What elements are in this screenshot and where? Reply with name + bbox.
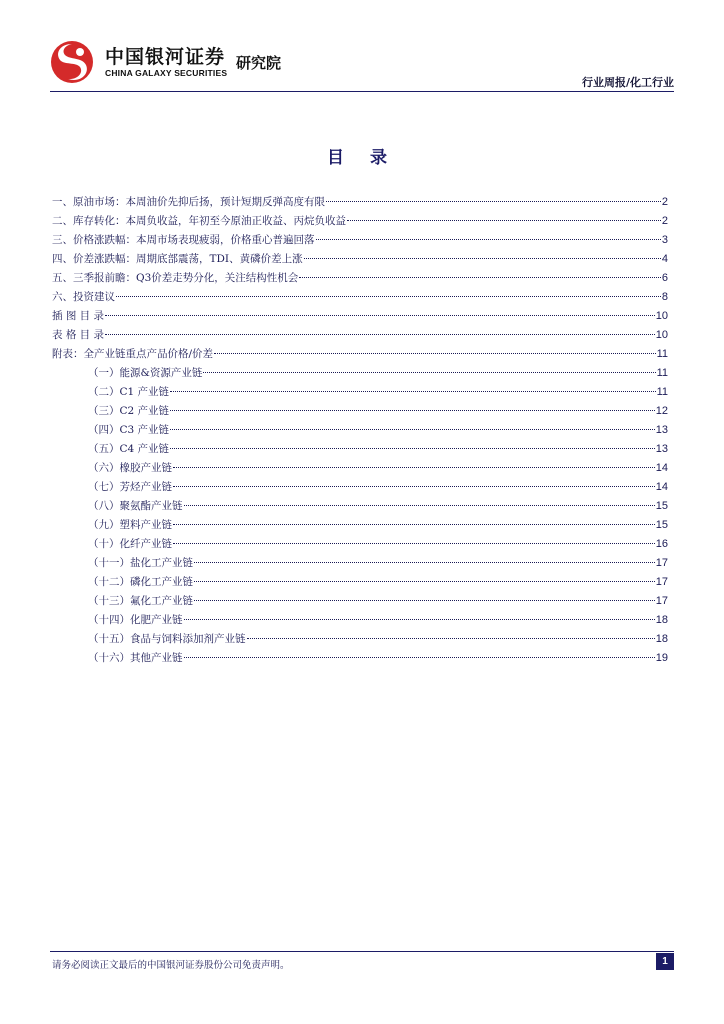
toc-leader-dots <box>173 543 655 544</box>
toc-entry-label: 四、价差涨跌幅：周期底部震荡，TDI、黄磷价差上涨 <box>52 253 303 265</box>
toc-entry-page: 13 <box>655 424 668 436</box>
toc-leader-dots <box>173 467 655 468</box>
institute-label: 研究院 <box>236 54 282 72</box>
toc-entry-label: （二）C1 产业链 <box>88 386 170 398</box>
toc-leader-dots <box>170 429 655 430</box>
table-of-contents <box>52 193 668 668</box>
toc-entry-label: 三、价格涨跌幅：本周市场表现疲弱，价格重心普遍回落 <box>52 234 315 246</box>
toc-entry[interactable] <box>52 611 668 630</box>
toc-entry-label: 附表：全产业链重点产品价格/价差 <box>52 348 214 360</box>
toc-leader-dots <box>116 296 661 297</box>
footer-disclaimer: 请务必阅读正文最后的中国银河证券股份公司免责声明。 <box>52 960 290 971</box>
toc-entry[interactable] <box>52 478 668 497</box>
toc-entry[interactable] <box>52 649 668 668</box>
toc-entry[interactable] <box>52 421 668 440</box>
toc-entry-label: （三）C2 产业链 <box>88 405 170 417</box>
toc-leader-dots <box>299 277 661 278</box>
toc-entry-page: 19 <box>655 652 668 664</box>
toc-leader-dots <box>184 619 655 620</box>
toc-entry-label: （十六）其他产业链 <box>88 652 183 664</box>
toc-entry-label: 一、原油市场：本周油价先抑后扬，预计短期反弹高度有限 <box>52 196 325 208</box>
toc-entry-label: （十）化纤产业链 <box>88 538 172 550</box>
toc-entry-label: （十三）氟化工产业链 <box>88 595 193 607</box>
logo-english-name: CHINA GALAXY SECURITIES <box>105 68 228 78</box>
toc-entry[interactable] <box>52 497 668 516</box>
toc-leader-dots <box>194 581 655 582</box>
toc-entry-page: 14 <box>655 462 668 474</box>
toc-leader-dots <box>326 201 661 202</box>
toc-entry[interactable] <box>52 459 668 478</box>
toc-leader-dots <box>105 334 655 335</box>
page-number: 1 <box>656 953 674 970</box>
toc-entry-page: 2 <box>661 196 668 208</box>
toc-entry-page: 10 <box>655 310 668 322</box>
toc-leader-dots <box>304 258 661 259</box>
toc-entry-label: （八）聚氨酯产业链 <box>88 500 183 512</box>
toc-entry-page: 10 <box>655 329 668 341</box>
toc-entry-page: 12 <box>655 405 668 417</box>
toc-entry-label: （十五）食品与饲料添加剂产业链 <box>88 633 246 645</box>
toc-entry[interactable] <box>52 516 668 535</box>
toc-entry[interactable] <box>52 630 668 649</box>
toc-entry-page: 8 <box>661 291 668 303</box>
toc-entry-label: （十四）化肥产业链 <box>88 614 183 626</box>
toc-entry-page: 13 <box>655 443 668 455</box>
toc-leader-dots <box>170 448 655 449</box>
toc-leader-dots <box>247 638 655 639</box>
toc-entry-page: 11 <box>656 367 668 379</box>
toc-entry-label: （五）C4 产业链 <box>88 443 170 455</box>
toc-leader-dots <box>173 486 655 487</box>
toc-entry[interactable] <box>52 193 668 212</box>
toc-entry-label: 六、投资建议 <box>52 291 115 303</box>
toc-entry-label: （四）C3 产业链 <box>88 424 170 436</box>
toc-entry[interactable] <box>52 573 668 592</box>
toc-leader-dots <box>105 315 655 316</box>
toc-entry[interactable] <box>52 402 668 421</box>
toc-entry-label: （六）橡胶产业链 <box>88 462 172 474</box>
toc-entry-label: （十二）磷化工产业链 <box>88 576 193 588</box>
toc-entry[interactable] <box>52 269 668 288</box>
report-category: 行业周报/化工行业 <box>581 76 674 89</box>
toc-entry-page: 14 <box>655 481 668 493</box>
toc-entry-label: （九）塑料产业链 <box>88 519 172 531</box>
company-logo <box>50 40 310 84</box>
toc-entry[interactable] <box>52 231 668 250</box>
toc-entry-label: （七）芳烃产业链 <box>88 481 172 493</box>
toc-title: 目 录 <box>327 148 397 168</box>
toc-entry[interactable] <box>52 345 668 364</box>
toc-entry[interactable] <box>52 288 668 307</box>
toc-entry[interactable] <box>52 250 668 269</box>
toc-entry-page: 18 <box>655 614 668 626</box>
toc-entry[interactable] <box>52 364 668 383</box>
toc-entry-page: 17 <box>655 576 668 588</box>
toc-entry[interactable] <box>52 535 668 554</box>
toc-entry-page: 11 <box>656 386 668 398</box>
logo-chinese-name: 中国银河证券 <box>105 46 226 68</box>
toc-leader-dots <box>194 600 655 601</box>
toc-entry-label: （一）能源&资源产业链 <box>88 367 203 379</box>
toc-entry[interactable] <box>52 592 668 611</box>
toc-entry-label: 五、三季报前瞻：Q3价差走势分化，关注结构性机会 <box>52 272 299 284</box>
toc-entry[interactable] <box>52 326 668 345</box>
toc-entry-page: 11 <box>656 348 668 360</box>
galaxy-logo-icon <box>50 40 94 84</box>
toc-entry-page: 15 <box>655 500 668 512</box>
toc-entry-label: 插 图 目 录 <box>52 310 105 322</box>
toc-entry-page: 18 <box>655 633 668 645</box>
toc-leader-dots <box>214 353 656 354</box>
toc-entry-page: 15 <box>655 519 668 531</box>
toc-entry-page: 6 <box>661 272 668 284</box>
toc-entry-label: （十一）盐化工产业链 <box>88 557 193 569</box>
toc-entry[interactable] <box>52 440 668 459</box>
toc-leader-dots <box>194 562 655 563</box>
toc-leader-dots <box>170 391 656 392</box>
toc-entry[interactable] <box>52 212 668 231</box>
toc-entry-page: 2 <box>661 215 668 227</box>
toc-entry-label: 二、库存转化：本周负收益，年初至今原油正收益、丙烷负收益 <box>52 215 346 227</box>
toc-entry-page: 17 <box>655 557 668 569</box>
toc-entry[interactable] <box>52 554 668 573</box>
footer-divider <box>50 951 674 952</box>
toc-entry-page: 17 <box>655 595 668 607</box>
toc-entry[interactable] <box>52 307 668 326</box>
header-divider <box>50 91 674 92</box>
toc-entry-page: 4 <box>661 253 668 265</box>
toc-leader-dots <box>203 372 655 373</box>
toc-leader-dots <box>173 524 655 525</box>
toc-entry-label: 表 格 目 录 <box>52 329 105 341</box>
toc-entry-page: 3 <box>661 234 668 246</box>
toc-entry-page: 16 <box>655 538 668 550</box>
toc-leader-dots <box>184 505 655 506</box>
toc-entry[interactable] <box>52 383 668 402</box>
toc-leader-dots <box>347 220 661 221</box>
toc-leader-dots <box>170 410 655 411</box>
toc-leader-dots <box>316 239 661 240</box>
toc-leader-dots <box>184 657 655 658</box>
